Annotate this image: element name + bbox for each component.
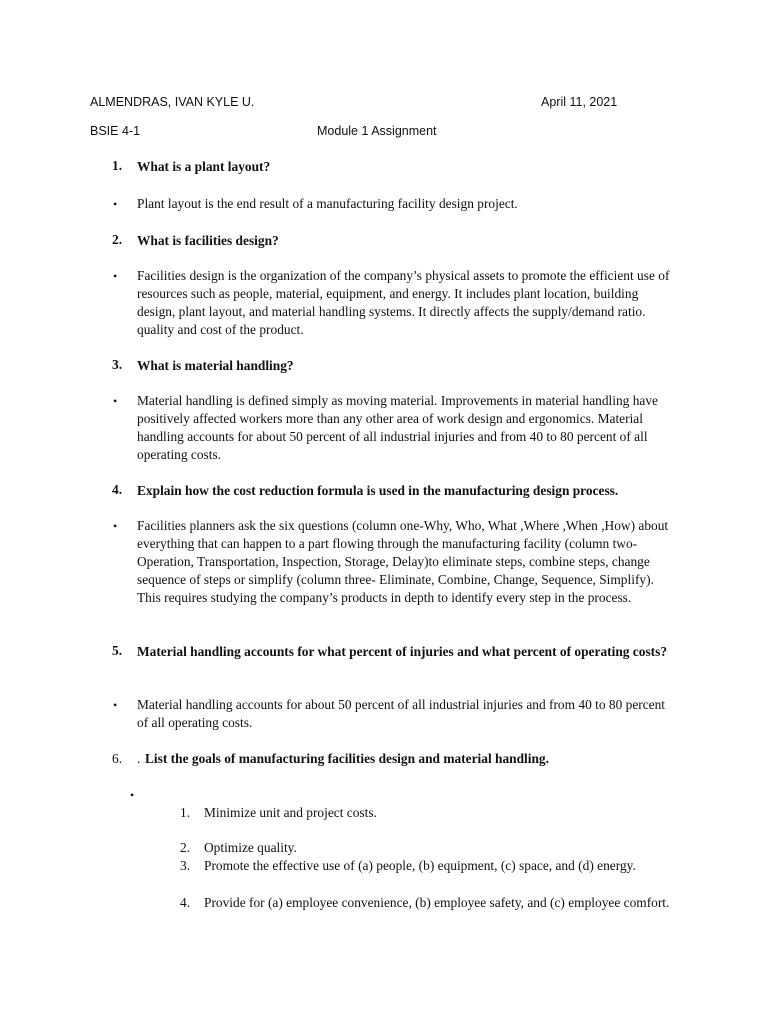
question-6-prefix: . <box>137 751 141 766</box>
bullet-icon: • <box>113 197 118 211</box>
question-2: What is facilities design? <box>137 233 279 248</box>
answer-2: Facilities design is the organization of the company’s physical assets to promote the efficient use of resources such as people, material, equipment, and energy. It includes plant location, building design, plant layout, and material handling systems. It directly affects the supply/demand ratio. quality and cost of the product. <box>137 268 670 337</box>
question-3-number: 3. <box>112 357 123 372</box>
question-5-number: 5. <box>112 643 123 658</box>
bullet-icon: • <box>130 788 135 802</box>
question-6-number: 6. <box>112 751 123 766</box>
goal-2-number: 2. <box>180 840 191 855</box>
goal-4: Provide for (a) employee convenience, (b) employee safety, and (c) employee comfort. <box>204 895 670 910</box>
goal-2: Optimize quality. <box>204 840 297 855</box>
bullet-icon: • <box>113 698 118 712</box>
question-4-number: 4. <box>112 482 123 497</box>
question-1: What is a plant layout? <box>137 159 271 174</box>
answer-4: Facilities planners ask the six questions (column one-Why, Who, What ,Where ,When ,How) about everything that can happen to a part flowing through the manufacturing facility (column two-Operation, Transportation, Inspection, Storage, Delay)to eliminate steps, combine steps, change sequence of steps or simplify (column three- Eliminate, Combine, Change, Sequence, Simplify). This requires studying the company’s products in depth to identify every step in the process. <box>137 518 669 605</box>
question-6: List the goals of manufacturing facilities design and material handling. <box>145 751 549 766</box>
bullet-icon: • <box>113 269 118 283</box>
goal-3: Promote the effective use of (a) people, (b) equipment, (c) space, and (d) energy. <box>204 858 636 873</box>
bullet-icon: • <box>113 519 118 533</box>
question-3: What is material handling? <box>137 358 294 373</box>
question-4: Explain how the cost reduction formula is used in the manufacturing design process. <box>137 483 619 498</box>
goal-1-number: 1. <box>180 805 191 820</box>
question-2-number: 2. <box>112 232 123 247</box>
answer-3: Material handling is defined simply as moving material. Improvements in material handling have positively affected workers more than any other area of work design and ergonomics. Material handling accounts for about 50 percent of all industrial injuries and from 40 to 80 percent of all operating costs. <box>137 393 658 462</box>
bullet-icon: • <box>113 394 118 408</box>
question-1-number: 1. <box>112 158 123 173</box>
answer-5: Material handling accounts for about 50 percent of all industrial injuries and from 40 to 80 percent of all operating costs. <box>137 697 666 730</box>
class-section: BSIE 4-1 <box>90 124 141 138</box>
question-5: Material handling accounts for what percent of injuries and what percent of operating costs? <box>137 644 668 659</box>
assignment-date: April 11, 2021 <box>541 95 618 109</box>
assignment-title: Module 1 Assignment <box>317 124 437 138</box>
answer-1: Plant layout is the end result of a manufacturing facility design project. <box>137 196 518 211</box>
goal-1: Minimize unit and project costs. <box>204 805 377 820</box>
goal-3-number: 3. <box>180 858 191 873</box>
goal-4-number: 4. <box>180 895 191 910</box>
student-name: ALMENDRAS, IVAN KYLE U. <box>90 95 255 109</box>
